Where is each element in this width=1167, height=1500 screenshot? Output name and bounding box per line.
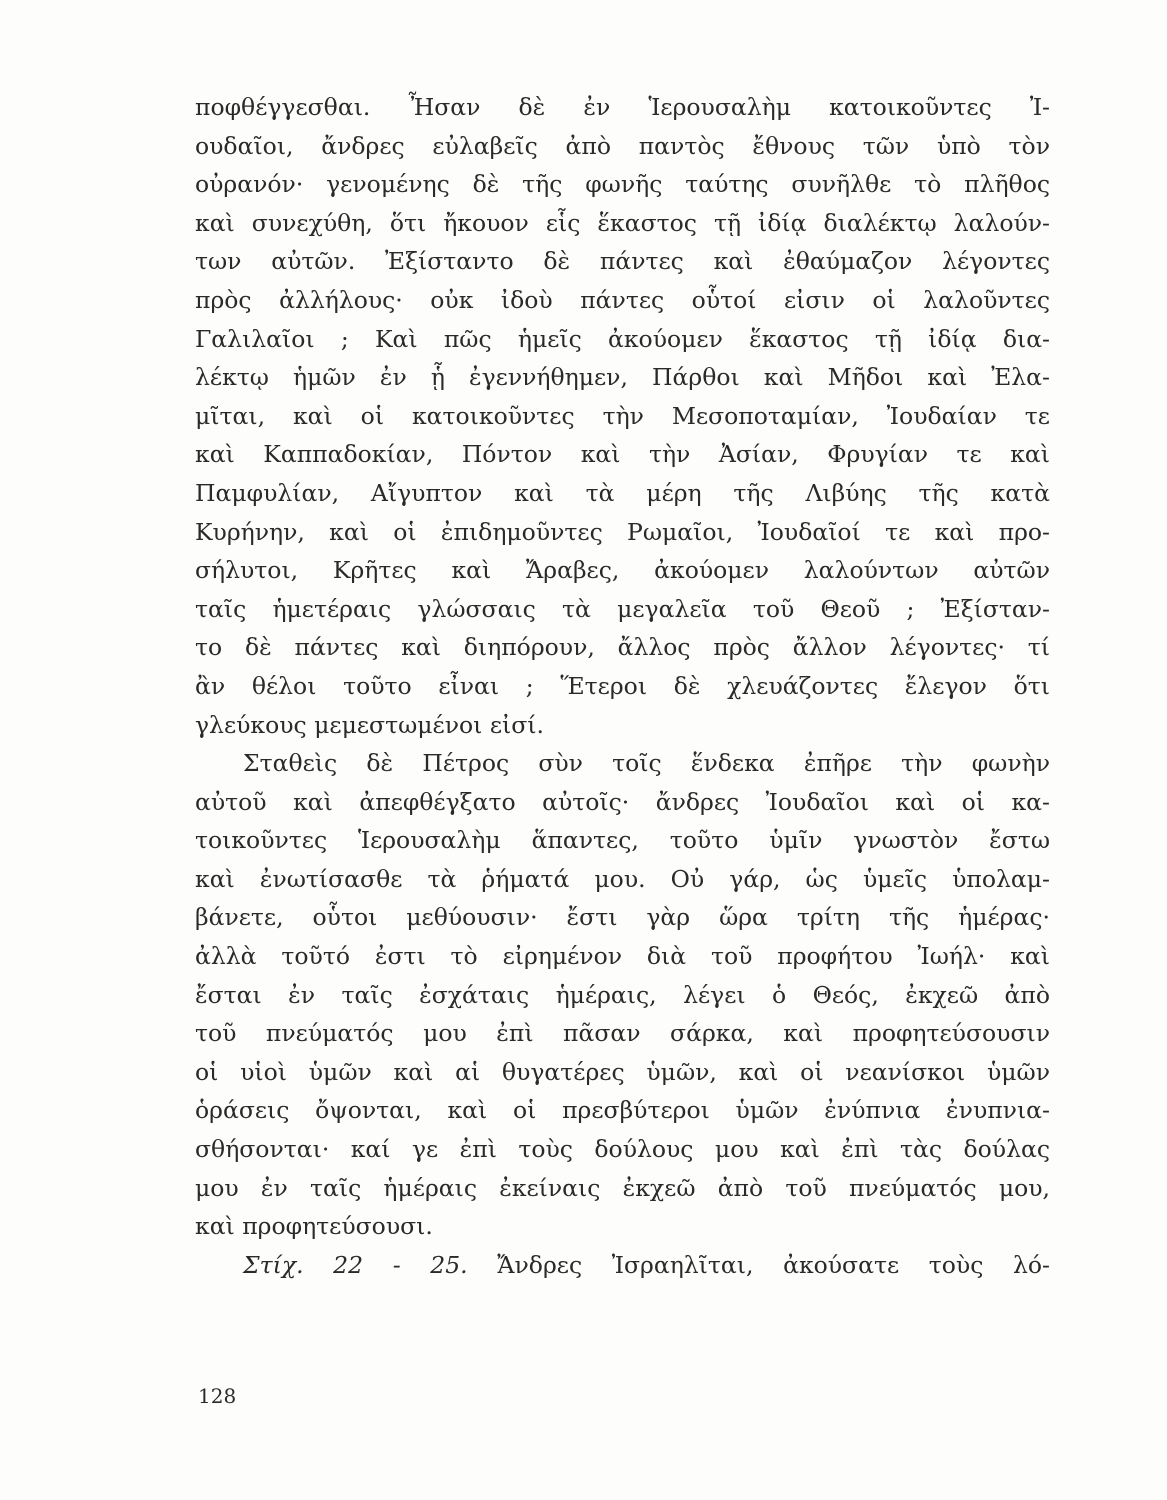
text-line: καὶ Καππαδοκίαν, Πόντον καὶ τὴν Ἀσίαν, Φρυγίαν τε καὶ [195,440,1050,469]
text-line: το δὲ πάντες καὶ διηπόρουν, ἄλλος πρὸς ἄλλον λέγοντες· τί [195,633,1050,662]
text-line: γλεύκους μεμεστωμένοι εἰσί. [195,710,544,739]
body-text [195,88,1050,1284]
text-line: ταῖς ἡμετέραις γλώσσαις τὰ μεγαλεῖα τοῦ Θεοῦ ; Ἐξίσταν- [195,594,1050,623]
text-line: μῖται, καὶ οἱ κατοικοῦντες τὴν Μεσοποταμίαν, Ἰουδαίαν τε [195,401,1050,430]
text-line [195,1246,1050,1285]
text-line: ἔσται ἐν ταῖς ἐσχάταις ἡμέραις, λέγει ὁ Θεός, ἐκχεῶ ἀπὸ [195,980,1050,1009]
page-number: 128 [198,1384,237,1408]
text-line: Γαλιλαῖοι ; Καὶ πῶς ἡμεῖς ἀκούομεν ἕκαστος τῇ ἰδίᾳ δια- [195,324,1050,353]
text-line: καὶ ἐνωτίσασθε τὰ ῥήματά μου. Οὐ γάρ, ὡς ὑμεῖς ὑπολαμ- [195,864,1050,893]
text-line: σθήσονται· καί γε ἐπὶ τοὺς δούλους μου καὶ ἐπὶ τὰς δούλας [195,1135,1050,1164]
text-line: πρὸς ἀλλήλους· οὐκ ἰδοὺ πάντες οὗτοί εἰσιν οἱ λαλοῦντες [195,285,1050,314]
text-line: βάνετε, οὗτοι μεθύουσιν· ἔστι γὰρ ὥρα τρίτη τῆς ἡμέρας· [195,903,1050,932]
text-line: τοῦ πνεύματός μου ἐπὶ πᾶσαν σάρκα, καὶ προφητεύσουσιν [195,1019,1050,1048]
text-line: αὐτοῦ καὶ ἀπεφθέγξατο αὐτοῖς· ἄνδρες Ἰουδαῖοι καὶ οἱ κα- [195,787,1050,816]
text-line: καὶ συνεχύθη, ὅτι ἤκουον εἷς ἕκαστος τῇ ἰδίᾳ διαλέκτῳ λαλούν- [195,208,1050,237]
text-line: ὁράσεις ὄψονται, καὶ οἱ πρεσβύτεροι ὑμῶν ἐνύπνια ἐνυπνια- [195,1096,1050,1125]
text-line: ἂν θέλοι τοῦτο εἶναι ; Ἕτεροι δὲ χλευάζοντες ἔλεγον ὅτι [195,671,1050,700]
text-line: καὶ προφητεύσουσι. [195,1212,433,1241]
text-line: Παμφυλίαν, Αἴγυπτον καὶ τὰ μέρη τῆς Λιβύης τῆς κατὰ [195,478,1050,507]
text-line: μου ἐν ταῖς ἡμέραις ἐκείναις ἐκχεῶ ἀπὸ τοῦ πνεύματός μου, [195,1173,1050,1202]
verse-reference: Στίχ. 22 - 25. [243,1250,468,1279]
text-line: οὐρανόν· γενομένης δὲ τῆς φωνῆς ταύτης συνῆλθε τὸ πλῆθος [195,170,1050,199]
text-line: Σταθεὶς δὲ Πέτρος σὺν τοῖς ἕνδεκα ἐπῆρε τὴν φωνὴν [243,749,1050,778]
text-line: λέκτῳ ἡμῶν ἐν ᾗ ἐγεννήθημεν, Πάρθοι καὶ Μῆδοι καὶ Ἐλα- [195,363,1050,392]
text-line: ουδαῖοι, ἄνδρες εὐλαβεῖς ἀπὸ παντὸς ἔθνους τῶν ὑπὸ τὸν [195,131,1050,160]
text-line: Κυρήνην, καὶ οἱ ἐπιδημοῦντες Ρωμαῖοι, Ἰουδαῖοί τε καὶ προ- [195,517,1050,546]
text-line: ποφθέγγεσθαι. Ἦσαν δὲ ἐν Ἱερουσαλὴμ κατοικοῦντες Ἰ- [195,93,1050,121]
verse-text: Ἄνδρες Ἰσραηλῖται, ἀκούσατε τοὺς λό- [467,1250,1050,1279]
text-line: οἱ υἱοὶ ὑμῶν καὶ αἱ θυγατέρες ὑμῶν, καὶ οἱ νεανίσκοι ὑμῶν [195,1057,1050,1086]
text-line: ἀλλὰ τοῦτό ἐστι τὸ εἰρημένον διὰ τοῦ προφήτου Ἰωήλ· καὶ [195,942,1050,971]
text-line: σήλυτοι, Κρῆτες καὶ Ἄραβες, ἀκούομεν λαλούντων αὐτῶν [195,556,1050,585]
text-line: τοικοῦντες Ἱερουσαλὴμ ἅπαντες, τοῦτο ὑμῖν γνωστὸν ἔστω [195,826,1050,855]
text-line: των αὐτῶν. Ἐξίσταντο δὲ πάντες καὶ ἐθαύμαζον λέγοντες [195,247,1050,276]
